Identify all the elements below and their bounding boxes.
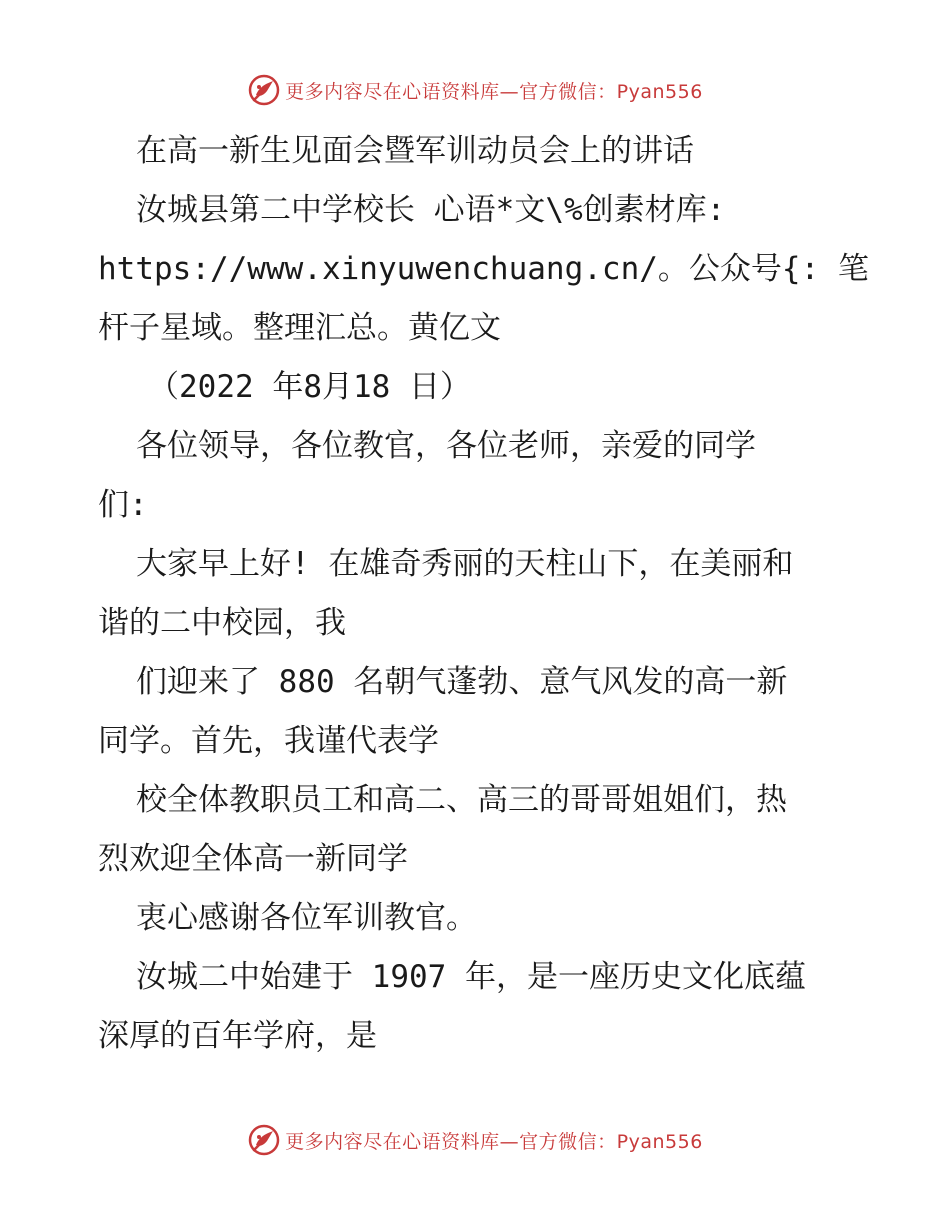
brand-logo-icon — [247, 73, 281, 107]
header-banner-text: 更多内容尽在心语资料库—官方微信：Pyan556 — [285, 80, 703, 103]
text-line: 同学。首先，我谨代表学 — [98, 723, 439, 759]
text-line: 烈欢迎全体高一新同学 — [98, 841, 408, 877]
date-line: （2022 年8月18 日） — [148, 369, 471, 405]
text-line: https://www.xinyuwenchuang.cn/。公众号{: 笔 — [98, 251, 869, 287]
text-line: 们: — [98, 487, 148, 523]
footer-banner — [0, 1120, 950, 1160]
footer-banner-text: 更多内容尽在心语资料库—官方微信：Pyan556 — [285, 1130, 703, 1153]
text-line: 杆子星域。整理汇总。黄亿文 — [98, 310, 501, 346]
author-line: 汝城县第二中学校长 心语*文\%创素材库: — [136, 192, 726, 228]
text-line: 们迎来了 880 名朝气蓬勃、意气风发的高一新 — [136, 664, 788, 700]
brand-logo-icon — [247, 1123, 281, 1157]
document-title: 在高一新生见面会暨军训动员会上的讲话 — [136, 133, 694, 169]
text-line: 校全体教职员工和高二、高三的哥哥姐姐们，热 — [136, 782, 787, 818]
text-line: 谐的二中校园，我 — [98, 605, 346, 641]
text-line: 深厚的百年学府，是 — [98, 1018, 377, 1054]
text-line: 大家早上好! 在雄奇秀丽的天柱山下，在美丽和 — [136, 546, 794, 582]
text-line: 各位领导，各位教官，各位老师，亲爱的同学 — [136, 428, 756, 464]
document-body — [98, 122, 868, 1066]
text-line: 汝城二中始建于 1907 年，是一座历史文化底蕴 — [136, 959, 806, 995]
header-banner — [0, 70, 950, 110]
text-line: 衷心感谢各位军训教官。 — [136, 900, 477, 936]
